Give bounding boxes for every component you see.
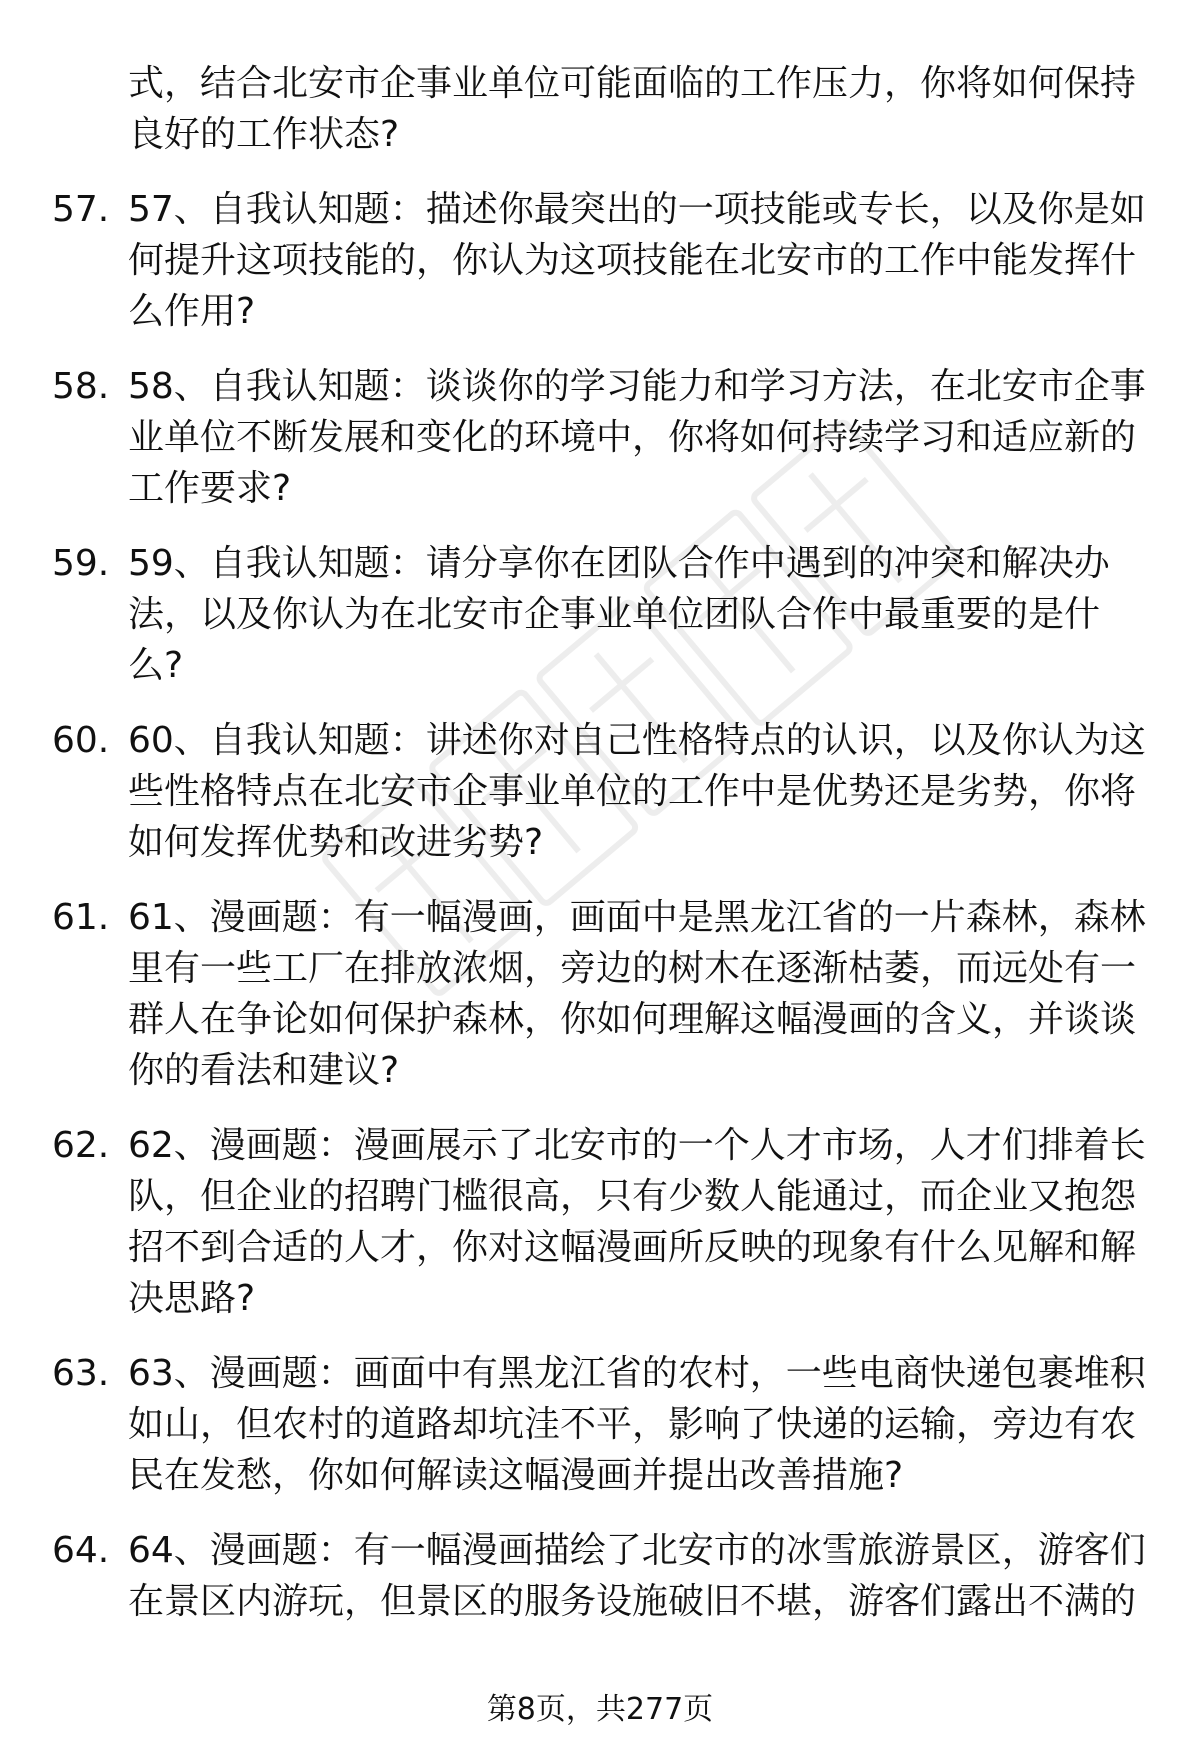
content	[0, 58, 1200, 1651]
list-item	[0, 1120, 1200, 1324]
item-number: 60.	[52, 720, 110, 761]
item-text: 63、漫画题：画面中有黑龙江省的农村，一些电商快递包裹堆积如山，但农村的道路却坑洼不平，影响了快递的运输，旁边有农民在发愁，你如何解读这幅漫画并提出改善措施?	[128, 1353, 1146, 1496]
list-item	[0, 538, 1200, 691]
list-item	[0, 715, 1200, 868]
item-text: 59、自我认知题：请分享你在团队合作中遇到的冲突和解决办法，以及你认为在北安市企事业单位团队合作中最重要的是什么?	[128, 543, 1110, 686]
item-text: 62、漫画题：漫画展示了北安市的一个人才市场，人才们排着长队，但企业的招聘门槛很高，只有少数人能通过，而企业又抱怨招不到合适的人才，你对这幅漫画所反映的现象有什么见解和解决思路?	[128, 1125, 1146, 1319]
item-text: 58、自我认知题：谈谈你的学习能力和学习方法，在北安市企事业单位不断发展和变化的环境中，你将如何持续学习和适应新的工作要求?	[128, 366, 1146, 509]
item-number: 64.	[52, 1530, 110, 1571]
item-number: 59.	[52, 543, 110, 584]
list-item	[0, 1525, 1200, 1627]
item-number: 63.	[52, 1353, 110, 1394]
list-item	[0, 361, 1200, 514]
item-number: 58.	[52, 366, 110, 407]
item-text: 57、自我认知题：描述你最突出的一项技能或专长，以及你是如何提升这项技能的，你认为这项技能在北安市的工作中能发挥什么作用?	[128, 189, 1146, 332]
item-text: 60、自我认知题：讲述你对自己性格特点的认识，以及你认为这些性格特点在北安市企事业单位的工作中是优势还是劣势，你将如何发挥优势和改进劣势?	[128, 720, 1146, 863]
page-footer: 第8页，共277页	[486, 1692, 714, 1727]
list-item	[0, 892, 1200, 1096]
continuation-text: 式，结合北安市企事业单位可能面临的工作压力，你将如何保持良好的工作状态?	[128, 63, 1137, 155]
item-number: 61.	[52, 897, 110, 938]
list-item	[0, 184, 1200, 337]
item-text: 61、漫画题：有一幅漫画，画面中是黑龙江省的一片森林，森林里有一些工厂在排放浓烟，旁边的树木在逐渐枯萎，而远处有一群人在争论如何保护森林，你如何理解这幅漫画的含义，并谈谈你的看法和建议?	[128, 897, 1146, 1091]
list-item	[0, 1348, 1200, 1501]
item-number: 57.	[52, 189, 110, 230]
item-number: 62.	[52, 1125, 110, 1166]
item-text: 64、漫画题：有一幅漫画描绘了北安市的冰雪旅游景区，游客们在景区内游玩，但景区的服务设施破旧不堪，游客们露出不满的	[128, 1530, 1146, 1622]
